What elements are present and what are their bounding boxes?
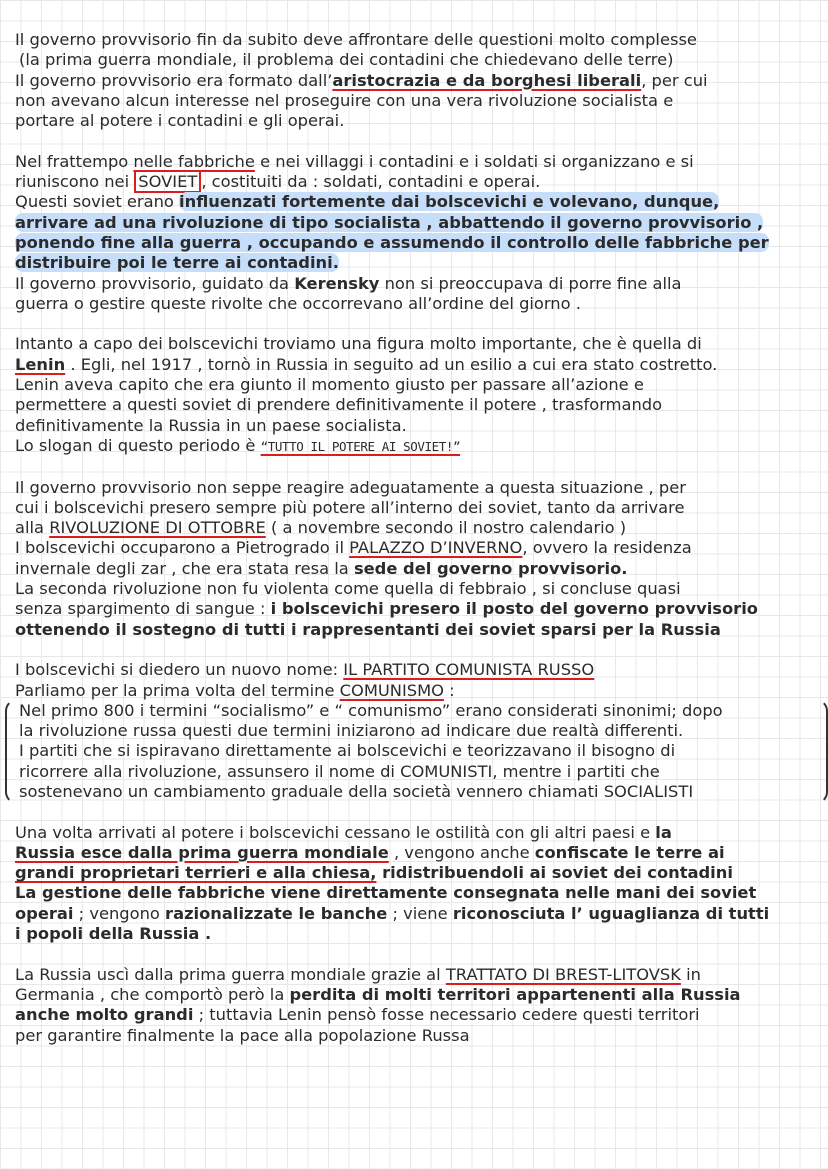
text-line: La seconda rivoluzione non fu violenta come quella di febbraio , si concluse quasi bbox=[15, 579, 681, 599]
bold-term: operai bbox=[15, 903, 74, 923]
bold-term: riconosciuta l’ uguaglianza di tutti bbox=[452, 903, 770, 923]
bold-term: la bbox=[655, 822, 672, 842]
text-line: I bolscevichi si diedero un nuovo nome: IL PARTITO COMUNISTA RUSSO bbox=[15, 660, 595, 680]
text-line bbox=[15, 883, 820, 903]
text-line bbox=[15, 924, 820, 944]
notes-page bbox=[15, 30, 820, 1046]
text-line: invernale degli zar , che era stata resa la sede del governo provvisorio. bbox=[15, 558, 628, 578]
underlined-term: RIVOLUZIONE DI OTTOBRE bbox=[49, 518, 266, 538]
text-line: riuniscono nei SOVIET , costituiti da : soldati, contadini e operai. bbox=[15, 172, 541, 192]
text-line: senza spargimento di sangue : i bolscevichi presero il posto del governo provvisorio bbox=[15, 599, 758, 619]
bold-term: razionalizzate le banche bbox=[165, 903, 388, 923]
section-partito-comunista bbox=[15, 660, 820, 802]
underlined-term: TRATTATO DI BREST-LITOVSK bbox=[445, 964, 681, 984]
text-line: per garantire finalmente la pace alla popolazione Russa bbox=[15, 1025, 470, 1045]
text-line: definitivamente la Russia in un paese socialista. bbox=[15, 415, 407, 435]
underlined-term: IL PARTITO COMUNISTA RUSSO bbox=[343, 660, 595, 680]
boxed-term-soviet: SOVIET bbox=[134, 170, 201, 193]
section-bolscevichi-al-potere bbox=[15, 823, 820, 945]
highlighted-text: distribuire poi le terre ai contadini. bbox=[15, 253, 339, 273]
bold-term: i bolscevichi presero il posto del governo provvisorio bbox=[270, 599, 758, 619]
text-line: non avevano alcun interesse nel proseguire con una vera rivoluzione socialista e bbox=[15, 90, 674, 110]
text-line: Germania , che comportò però la perdita di molti territori appartenenti alla Russia bbox=[15, 984, 741, 1004]
bracketed-note bbox=[15, 701, 820, 802]
highlighted-text: influenzati fortemente dai bolscevichi e volevano, dunque, bbox=[179, 192, 720, 212]
bold-term: i popoli della Russia . bbox=[15, 924, 212, 944]
bold-term: anche molto grandi bbox=[15, 1005, 194, 1025]
text-line: Una volta arrivati al potere i bolscevichi cessano le ostilità con gli altri paesi e la bbox=[15, 822, 672, 842]
underlined-term: aristocrazia e da borghesi liberali bbox=[332, 70, 642, 90]
underlined-term: Lenin bbox=[15, 354, 66, 374]
text-line: Il governo provvisorio, guidato da Kerensky non si preoccupava di porre fine alla bbox=[15, 273, 682, 293]
text-line: Nel primo 800 i termini “socialismo” e “ comunismo” erano considerati sinonimi; dopo bbox=[19, 700, 723, 720]
bold-term: ridistribuendoli ai soviet dei contadini bbox=[376, 863, 733, 883]
text-line: operai ; vengono razionalizzate le banche ; viene riconosciuta l’ uguaglianza di tutti bbox=[15, 903, 770, 923]
text-line: sostenevano un cambiamento graduale della società vennero chiamati SOCIALISTI bbox=[19, 781, 694, 801]
highlighted-text: arrivare ad una rivoluzione di tipo socialista , abbattendo il governo provvisorio , bbox=[15, 212, 764, 232]
text-line: Il governo provvisorio non seppe reagire adeguatamente a questa situazione , per bbox=[15, 477, 686, 497]
bold-term: Kerensky bbox=[294, 273, 380, 293]
text-line: ricorrere alla rivoluzione, assunsero il nome di COMUNISTI, mentre i partiti che bbox=[19, 761, 660, 781]
text-line: Parliamo per la prima volta del termine COMUNISMO : bbox=[15, 680, 455, 700]
section-soviet bbox=[15, 152, 820, 314]
text-line bbox=[15, 253, 820, 273]
underlined-term: COMUNISMO bbox=[339, 680, 444, 700]
text-line: Questi soviet erano influenzati fortemente dai bolscevichi e volevano, dunque, bbox=[15, 192, 720, 212]
underlined-term: Russia esce dalla prima guerra mondiale bbox=[15, 842, 389, 862]
bold-term: perdita di molti territori appartenenti alla Russia bbox=[289, 984, 741, 1004]
highlighted-text: ponendo fine alla guerra , occupando e assumendo il controllo delle fabbriche per bbox=[15, 232, 769, 252]
section-brest-litovsk bbox=[15, 965, 820, 1046]
text-line: Lenin aveva capito che era giunto il momento giusto per passare all’azione e bbox=[15, 375, 644, 395]
underlined-term: grandi proprietari terrieri e alla chiesa, bbox=[15, 863, 377, 883]
bold-term: sede del governo provvisorio. bbox=[353, 558, 628, 578]
text-line: alla RIVOLUZIONE DI OTTOBRE ( a novembre secondo il nostro calendario ) bbox=[15, 518, 627, 538]
text-line bbox=[15, 620, 820, 640]
text-line: Il governo provvisorio fin da subito deve affrontare delle questioni molto complesse bbox=[15, 30, 697, 49]
text-line: Il governo provvisorio era formato dall’aristocrazia e da borghesi liberali, per cui bbox=[15, 70, 708, 90]
text-line: Lo slogan di questo periodo è “TUTTO IL POTERE AI SOVIET!” bbox=[15, 435, 461, 455]
text-line: portare al potere i contadini e gli operai. bbox=[15, 111, 345, 131]
text-line: Intanto a capo dei bolscevichi troviamo una figura molto importante, che è quella di bbox=[15, 334, 702, 354]
text-line: I partiti che si ispiravano direttamente ai bolscevichi e teorizzavano il bisogno di bbox=[19, 741, 676, 761]
section-lenin bbox=[15, 334, 820, 457]
text-line: cui i bolscevichi presero sempre più potere all’interno dei soviet, tanto da arrivare bbox=[15, 497, 685, 517]
text-line: Nel frattempo nelle fabbriche e nei villaggi i contadini e i soldati si organizzano e si bbox=[15, 151, 694, 171]
text-line: I bolscevichi occuparono a Pietrogrado il PALAZZO D’INVERNO, ovvero la residenza bbox=[15, 538, 692, 558]
text-line: guerra o gestire queste rivolte che occorrevano all’ordine del giorno . bbox=[15, 293, 581, 313]
text-line: Lenin . Egli, nel 1917 , tornò in Russia in seguito ad un esilio a cui era stato costretto. bbox=[15, 354, 718, 374]
text-line: La Russia uscì dalla prima guerra mondiale grazie al TRATTATO DI BREST-LITOVSK in bbox=[15, 964, 701, 984]
text-line: Russia esce dalla prima guerra mondiale , vengono anche confiscate le terre ai bbox=[15, 842, 725, 862]
text-line: la rivoluzione russa questi due termini iniziarono ad indicare due realtà differenti. bbox=[19, 721, 684, 741]
section-governo-provvisorio bbox=[15, 30, 820, 131]
bold-term: ottenendo il sostegno di tutti i rappresentanti dei soviet sparsi per la Russia bbox=[15, 619, 721, 639]
slogan: “TUTTO IL POTERE AI SOVIET!” bbox=[260, 438, 461, 454]
text-line: anche molto grandi ; tuttavia Lenin pensò fosse necessario cedere questi territori bbox=[15, 1005, 700, 1025]
text-line bbox=[15, 213, 820, 233]
underlined-term: nelle fabbriche bbox=[133, 151, 255, 171]
text-line bbox=[15, 863, 820, 883]
text-line bbox=[15, 233, 820, 253]
section-rivoluzione-ottobre bbox=[15, 478, 820, 640]
underlined-term: PALAZZO D’INVERNO bbox=[349, 538, 523, 558]
bold-term: La gestione delle fabbriche viene direttamente consegnata nelle mani dei soviet bbox=[15, 883, 757, 903]
bold-term: confiscate le terre ai bbox=[534, 842, 725, 862]
text-line: permettere a questi soviet di prendere definitivamente il potere , trasformando bbox=[15, 395, 663, 415]
text-line: (la prima guerra mondiale, il problema dei contadini che chiedevano delle terre) bbox=[19, 50, 674, 70]
